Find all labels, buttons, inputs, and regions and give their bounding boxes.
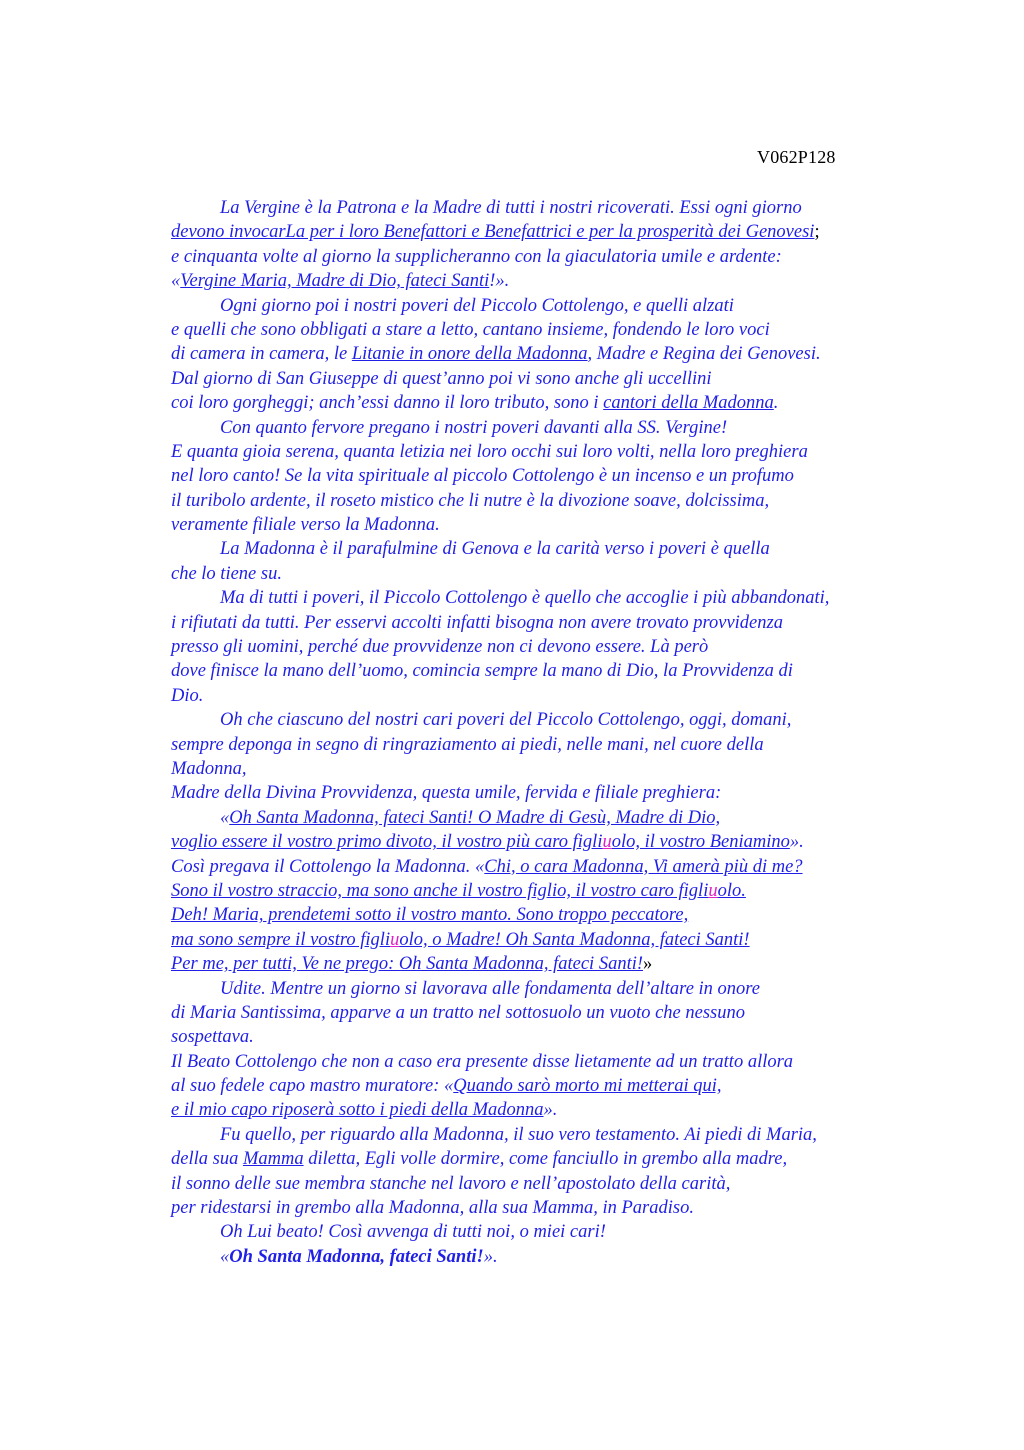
text-line	[171, 928, 931, 952]
text-segment: ;	[814, 222, 820, 243]
text-segment: coi loro gorgheggi; anch’essi danno il loro tributo, sono i	[171, 393, 604, 414]
text-line	[171, 855, 931, 879]
text-line	[171, 440, 931, 464]
underlined-text: Chi, o cara Madonna, Vi amerà più di me?	[484, 856, 803, 877]
text-line	[171, 1074, 931, 1098]
text-segment: e cinquanta volte al giorno la supplicheranno con la giaculatoria umile e ardente:	[171, 246, 782, 267]
text-line	[171, 1172, 931, 1196]
text-segment: Così pregava il Cottolengo la Madonna. «	[171, 856, 485, 877]
text-line	[171, 537, 931, 561]
text-segment: Ma di tutti i poveri, il Piccolo Cottolengo è quello che accoglie i più abbandonati,	[220, 588, 830, 609]
text-segment: «	[220, 807, 230, 828]
text-line	[171, 220, 931, 244]
text-segment: Oh Lui beato! Così avvenga di tutti noi, o miei cari!	[220, 1222, 606, 1243]
text-line	[171, 684, 931, 708]
underlined-text: Quando sarò morto mi metterai qui,	[453, 1076, 722, 1097]
underlined-text: Per me, per tutti, Ve ne prego: Oh Santa Madonna, fateci Santi!	[171, 954, 644, 975]
underlined-text: devono invocarLa per i loro Benefattori e Benefattrici e per la prosperità dei Genovesi	[171, 222, 815, 243]
underlined-text: u	[602, 832, 612, 853]
text-segment: nel loro canto! Se la vita spirituale al piccolo Cottolengo è un incenso e un profumo	[171, 466, 794, 487]
text-segment: Dal giorno di San Giuseppe di quest’anno poi vi sono anche gli uccellini	[171, 368, 712, 389]
text-segment: ».	[483, 1246, 498, 1267]
page-identifier: V062P128	[757, 147, 836, 167]
text-segment: ».	[789, 832, 804, 853]
text-line	[171, 903, 931, 927]
text-line	[171, 416, 931, 440]
text-segment: il sonno delle sue membra stanche nel lavoro e nell’apostolato della carità,	[171, 1173, 731, 1194]
text-line	[171, 830, 931, 854]
underlined-text: Deh! Maria, prendetemi sotto il vostro manto. Sono troppo peccatore,	[171, 905, 689, 926]
text-line	[171, 245, 931, 269]
text-line	[171, 586, 931, 610]
text-segment: della sua	[171, 1149, 243, 1170]
text-segment: «	[171, 271, 181, 292]
text-segment: per ridestarsi in grembo alla Madonna, alla sua Mamma, in Paradiso.	[171, 1198, 694, 1219]
underlined-text: Mamma	[242, 1149, 304, 1170]
text-line	[171, 513, 931, 537]
text-line	[171, 757, 931, 781]
text-line	[171, 952, 931, 976]
text-line	[171, 464, 931, 488]
text-line	[171, 196, 931, 220]
text-segment: i rifiutati da tutti. Per esservi accolti infatti bisogna non avere trovato provvidenza	[171, 612, 783, 633]
body-text	[171, 196, 931, 1269]
text-line	[171, 708, 931, 732]
underlined-text: u	[390, 929, 400, 950]
text-line	[171, 1245, 931, 1269]
text-line	[171, 1123, 931, 1147]
text-segment: il turibolo ardente, il roseto mistico che li nutre è la divozione soave, dolcissima,	[171, 490, 770, 511]
text-segment: Fu quello, per riguardo alla Madonna, il suo vero testamento. Ai piedi di Maria,	[220, 1124, 817, 1145]
text-segment: ».	[543, 1100, 558, 1121]
text-segment: presso gli uomini, perché due provvidenze non ci devono essere. Là però	[171, 637, 709, 658]
underlined-text: e il mio capo riposerà sotto i piedi della Madonna	[171, 1100, 544, 1121]
text-segment: sempre deponga in segno di ringraziamento ai piedi, nelle mani, nel cuore della	[171, 734, 764, 755]
text-line	[171, 781, 931, 805]
text-segment: Dio.	[171, 685, 204, 706]
text-line	[171, 1220, 931, 1244]
text-line	[171, 1025, 931, 1049]
text-line	[171, 733, 931, 757]
underlined-text: Sono il vostro straccio, ma sono anche il vostro figlio, il vostro caro figli	[171, 880, 709, 901]
text-line	[171, 294, 931, 318]
text-segment: di camera in camera, le	[171, 344, 352, 365]
text-segment: »	[643, 954, 653, 975]
text-line	[171, 342, 931, 366]
underlined-text: olo.	[717, 880, 746, 901]
text-line	[171, 269, 931, 293]
underlined-text: Oh Santa Madonna, fateci Santi! O Madre di Gesù, Madre di Dio,	[229, 807, 721, 828]
underlined-text: ma sono sempre il vostro figli	[171, 929, 391, 950]
text-segment: Con quanto fervore pregano i nostri poveri davanti alla SS. Vergine!	[220, 417, 728, 438]
text-line	[171, 391, 931, 415]
text-line	[171, 1050, 931, 1074]
text-line	[171, 659, 931, 683]
text-line	[171, 1098, 931, 1122]
text-segment: Oh Santa Madonna, fateci Santi!	[229, 1246, 484, 1267]
text-line	[171, 977, 931, 1001]
text-line	[171, 806, 931, 830]
text-segment: dove finisce la mano dell’uomo, comincia sempre la mano di Dio, la Provvidenza di	[171, 661, 793, 682]
text-segment: Il Beato Cottolengo che non a caso era presente disse lietamente ad un tratto allora	[171, 1051, 794, 1072]
text-segment: Ogni giorno poi i nostri poveri del Piccolo Cottolengo, e quelli alzati	[220, 295, 734, 316]
underlined-text: u	[708, 880, 718, 901]
text-line	[171, 611, 931, 635]
text-segment: al suo fedele capo mastro muratore: «	[171, 1076, 454, 1097]
text-line	[171, 489, 931, 513]
text-segment: diletta, Egli volle dormire, come fanciullo in grembo alla madre,	[303, 1149, 788, 1170]
text-segment: Udite. Mentre un giorno si lavorava alle fondamenta dell’altare in onore	[220, 978, 761, 999]
text-line	[171, 318, 931, 342]
text-segment: e quelli che sono obbligati a stare a letto, cantano insieme, fondendo le loro voci	[171, 319, 770, 340]
text-segment: sospettava.	[171, 1027, 254, 1048]
text-segment: che lo tiene su.	[171, 563, 282, 584]
text-line	[171, 1147, 931, 1171]
text-line	[171, 635, 931, 659]
text-line	[171, 562, 931, 586]
text-segment: E quanta gioia serena, quanta letizia nei loro occhi sui loro volti, nella loro preghiera	[171, 441, 808, 462]
text-segment: veramente filiale verso la Madonna.	[171, 515, 440, 536]
underlined-text: cantori della Madonna	[603, 393, 774, 414]
text-line	[171, 1196, 931, 1220]
text-segment: Madonna,	[171, 758, 247, 779]
text-segment: di Maria Santissima, apparve a un tratto nel sottosuolo un vuoto che nessuno	[171, 1002, 745, 1023]
text-segment: , Madre e Regina dei Genovesi.	[587, 344, 821, 365]
underlined-text: Litanie in onore della Madonna	[351, 344, 588, 365]
text-segment: La Madonna è il parafulmine di Genova e la carità verso i poveri è quella	[220, 539, 770, 560]
text-segment: !».	[489, 271, 510, 292]
underlined-text: olo, il vostro Beniamino	[611, 832, 790, 853]
text-line	[171, 367, 931, 391]
underlined-text: voglio essere il vostro primo divoto, il vostro più caro figli	[171, 832, 603, 853]
underlined-text: Vergine Maria, Madre di Dio, fateci Santi	[180, 271, 490, 292]
text-line	[171, 1001, 931, 1025]
underlined-text: olo, o Madre! Oh Santa Madonna, fateci Santi!	[399, 929, 750, 950]
text-segment: «	[220, 1246, 230, 1267]
text-segment: Madre della Divina Provvidenza, questa umile, fervida e filiale preghiera:	[171, 783, 722, 804]
text-line	[171, 879, 931, 903]
text-segment: Oh che ciascuno del nostri cari poveri del Piccolo Cottolengo, oggi, domani,	[220, 710, 792, 731]
text-segment: La Vergine è la Patrona e la Madre di tutti i nostri ricoverati. Essi ogni giorno	[220, 198, 802, 218]
text-segment: .	[773, 393, 779, 414]
